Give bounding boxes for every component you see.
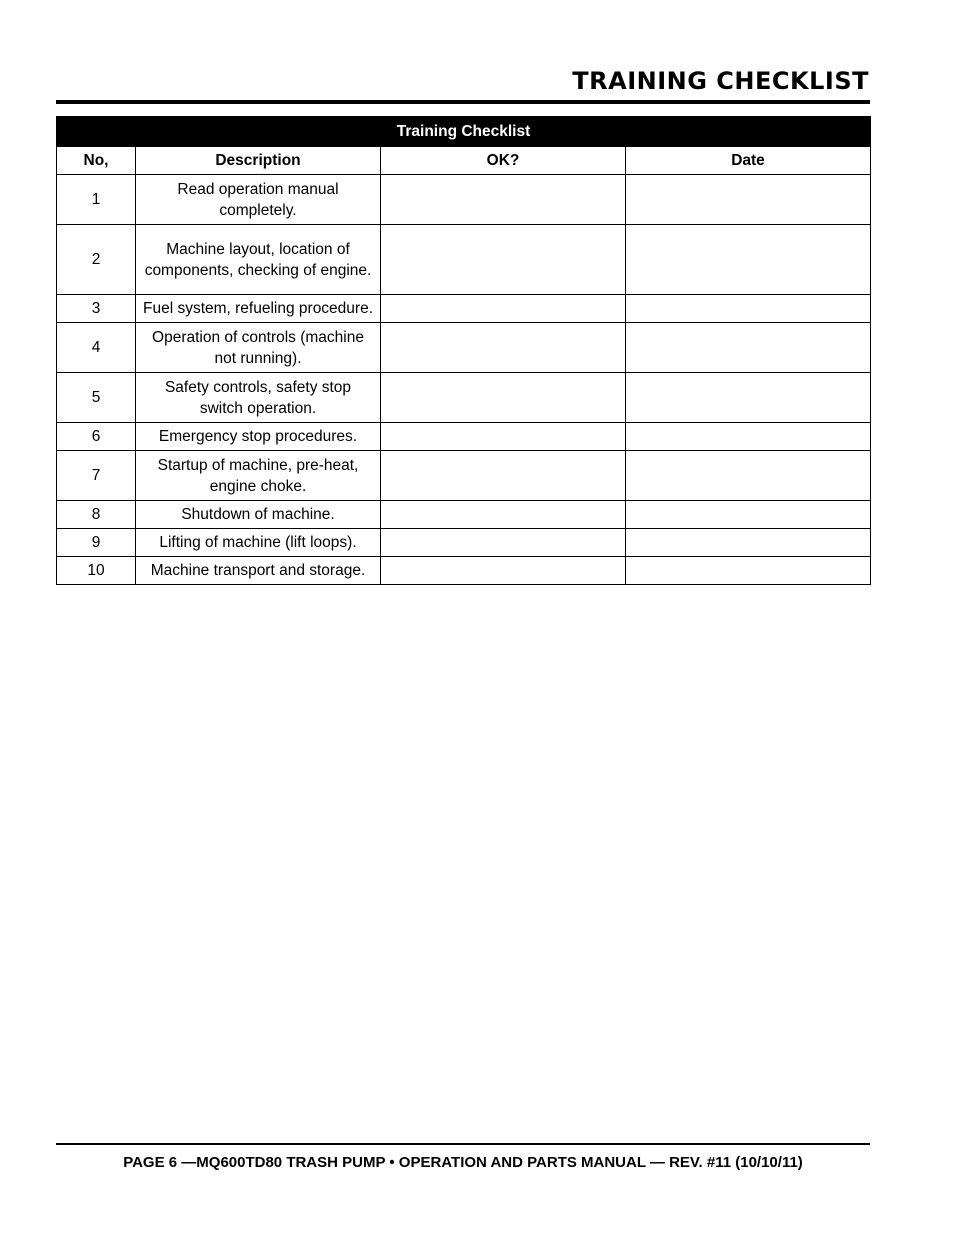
row-ok-cell[interactable] — [381, 323, 626, 373]
page-title: TRAINING CHECKLIST — [572, 67, 869, 95]
column-header-description: Description — [136, 147, 381, 175]
row-number: 4 — [57, 323, 136, 373]
table-row — [57, 175, 871, 225]
table-row — [57, 295, 871, 323]
row-description: Machine transport and storage. — [136, 557, 381, 585]
table-row — [57, 323, 871, 373]
title-divider — [56, 100, 870, 104]
column-header-date: Date — [626, 147, 871, 175]
row-number: 8 — [57, 501, 136, 529]
row-date-cell[interactable] — [626, 423, 871, 451]
row-ok-cell[interactable] — [381, 175, 626, 225]
training-checklist-table — [56, 116, 871, 585]
row-date-cell[interactable] — [626, 323, 871, 373]
table-row — [57, 423, 871, 451]
row-date-cell[interactable] — [626, 295, 871, 323]
row-ok-cell[interactable] — [381, 373, 626, 423]
row-number: 10 — [57, 557, 136, 585]
table-caption: Training Checklist — [57, 117, 871, 147]
row-description: Fuel system, refueling procedure. — [136, 295, 381, 323]
row-number: 9 — [57, 529, 136, 557]
table-row — [57, 451, 871, 501]
row-description: Safety controls, safety stop switch operation. — [136, 373, 381, 423]
row-description: Lifting of machine (lift loops). — [136, 529, 381, 557]
row-date-cell[interactable] — [626, 557, 871, 585]
table-header-row — [57, 147, 871, 175]
row-ok-cell[interactable] — [381, 451, 626, 501]
row-number: 7 — [57, 451, 136, 501]
row-description: Shutdown of machine. — [136, 501, 381, 529]
column-header-ok: OK? — [381, 147, 626, 175]
row-date-cell[interactable] — [626, 225, 871, 295]
table-row — [57, 501, 871, 529]
row-ok-cell[interactable] — [381, 423, 626, 451]
row-description: Startup of machine, pre-heat, engine choke. — [136, 451, 381, 501]
row-date-cell[interactable] — [626, 529, 871, 557]
row-number: 3 — [57, 295, 136, 323]
row-date-cell[interactable] — [626, 451, 871, 501]
row-description: Emergency stop procedures. — [136, 423, 381, 451]
row-ok-cell[interactable] — [381, 557, 626, 585]
page-footer: PAGE 6 —MQ600TD80 TRASH PUMP • OPERATION AND PARTS MANUAL — REV. #11 (10/10/11) — [123, 1154, 803, 1171]
row-date-cell[interactable] — [626, 501, 871, 529]
footer-divider — [56, 1143, 870, 1145]
row-ok-cell[interactable] — [381, 529, 626, 557]
table-row — [57, 529, 871, 557]
row-number: 6 — [57, 423, 136, 451]
table-row — [57, 225, 871, 295]
row-description: Machine layout, location of components, checking of engine. — [136, 225, 381, 295]
row-description: Read operation manual completely. — [136, 175, 381, 225]
row-number: 5 — [57, 373, 136, 423]
row-number: 2 — [57, 225, 136, 295]
column-header-no: No, — [57, 147, 136, 175]
row-ok-cell[interactable] — [381, 295, 626, 323]
row-ok-cell[interactable] — [381, 225, 626, 295]
row-ok-cell[interactable] — [381, 501, 626, 529]
row-number: 1 — [57, 175, 136, 225]
row-date-cell[interactable] — [626, 373, 871, 423]
table-row — [57, 373, 871, 423]
row-description: Operation of controls (machine not running). — [136, 323, 381, 373]
table-caption-row — [57, 117, 871, 147]
row-date-cell[interactable] — [626, 175, 871, 225]
table-row — [57, 557, 871, 585]
